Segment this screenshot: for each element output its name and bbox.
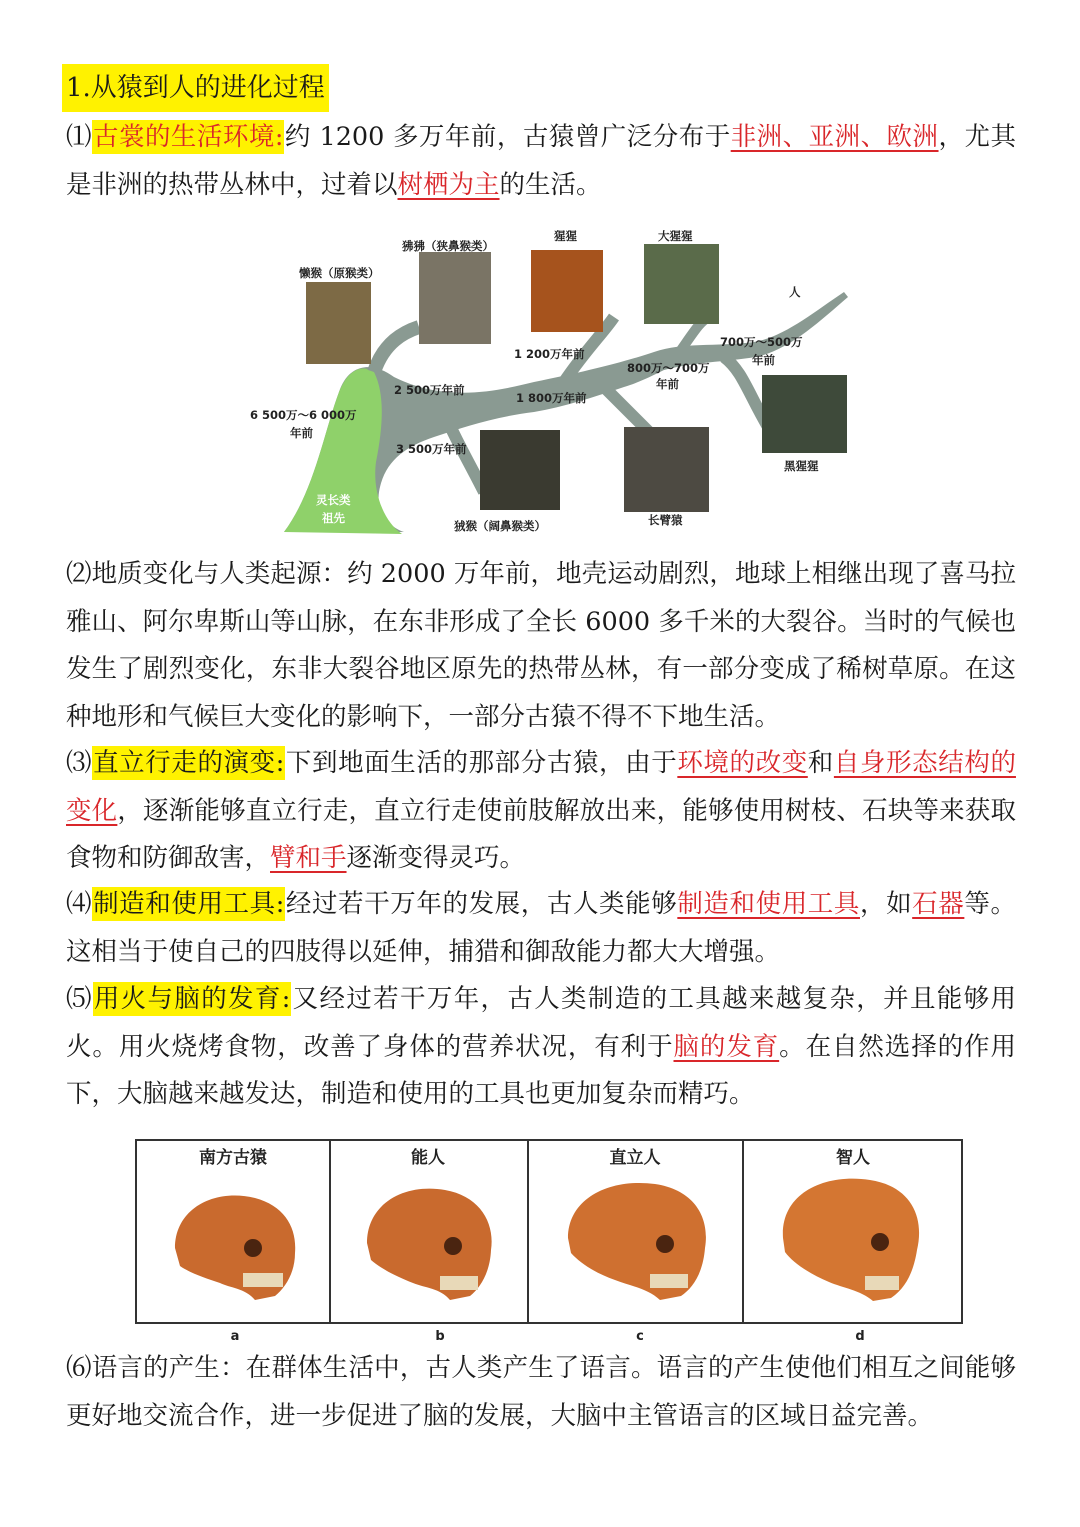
item-number: ⑵ bbox=[66, 559, 92, 589]
highlight-heading: 直立行走的演变: bbox=[93, 748, 285, 778]
orangutan-label: 猩猩 bbox=[554, 229, 577, 243]
time-label: 800万～700万 bbox=[627, 361, 710, 375]
key-term: 石器 bbox=[912, 889, 965, 919]
human-label: 人 bbox=[789, 285, 801, 299]
time-label: 年前 bbox=[290, 426, 313, 440]
time-label: 1 800万年前 bbox=[516, 391, 587, 405]
key-term: 环境的改变 bbox=[677, 748, 808, 778]
text: ，尤其是非洲的热带丛林中，过着以 bbox=[66, 122, 1016, 200]
paragraph-habitat bbox=[66, 114, 1016, 209]
baboon-photo bbox=[419, 252, 491, 344]
time-label: 700万～500万 bbox=[720, 335, 803, 349]
text: 。在自然选择的作用下，大脑越来越发达，制造和使用的工具也更加复杂而精巧。 bbox=[66, 1031, 1016, 1109]
time-label: 年前 bbox=[656, 377, 679, 391]
text: 经过若干万年的发展，古人类能够 bbox=[285, 889, 678, 919]
text: 和 bbox=[807, 748, 834, 778]
primate-evolution-tree bbox=[244, 222, 864, 542]
text: ，如 bbox=[859, 889, 913, 919]
ancestor-label: 祖先 bbox=[322, 511, 345, 525]
key-term: 非洲、亚洲、欧洲 bbox=[730, 122, 939, 152]
gorilla-label: 大猩猩 bbox=[658, 229, 693, 243]
text: 又经过若干万年，古人类制造的工具越来越复杂，并且能够用火。用火烧烤食物，改善了身体的营养状况，有利于 bbox=[66, 984, 1016, 1062]
item-number: ⑷ bbox=[66, 889, 93, 919]
marmoset-photo bbox=[480, 430, 560, 510]
text: ，逐渐能够直立行走，直立行走使前肢解放出来，能够使用树枝、石块等来获取食物和防御敌害， bbox=[66, 795, 1016, 873]
highlight-heading: 古裳的生活环境: bbox=[92, 122, 284, 152]
key-term: 脑的发育 bbox=[673, 1031, 780, 1062]
section-title: 1.从猿到人的进化过程 bbox=[62, 64, 329, 112]
text: 语言的产生：在群体生活中，古人类产生了语言。语言的产生使他们相互之间能够更好地交流合作，进一步促进了脑的发展，大脑中主管语言的区域日益完善。 bbox=[66, 1353, 1016, 1431]
loris-label: 懒猴（原猴类） bbox=[299, 266, 380, 280]
key-term: 制造和使用工具 bbox=[677, 889, 860, 919]
paragraph-fire-brain bbox=[66, 976, 1016, 1119]
gorilla-photo bbox=[644, 244, 719, 324]
item-number: ⑴ bbox=[66, 122, 92, 152]
loris-photo bbox=[306, 282, 371, 364]
time-label: 2 500万年前 bbox=[394, 383, 465, 397]
highlight-heading: 制造和使用工具: bbox=[93, 889, 285, 919]
paragraph-language bbox=[66, 1345, 1016, 1440]
marmoset-label: 狨猴（阔鼻猴类） bbox=[454, 519, 546, 533]
skull-comparison-figure bbox=[135, 1138, 965, 1348]
time-label: 1 200万年前 bbox=[514, 347, 585, 361]
text: 的生活。 bbox=[499, 169, 602, 200]
skull-letter-a: a bbox=[230, 1329, 240, 1344]
skull-letter-d: d bbox=[855, 1329, 865, 1344]
orangutan-photo bbox=[531, 250, 603, 332]
key-term: 自身形态结构的变化 bbox=[66, 748, 1016, 826]
paragraph-tools bbox=[66, 881, 1016, 976]
skull-letter-b: b bbox=[435, 1329, 445, 1344]
paragraph-bipedalism bbox=[66, 740, 1016, 883]
item-number: ⑹ bbox=[66, 1353, 92, 1383]
key-term: 树栖为主 bbox=[397, 169, 500, 200]
baboon-label: 狒狒（狭鼻猴类） bbox=[402, 239, 494, 253]
chimpanzee-photo bbox=[762, 375, 847, 453]
text: 地质变化与人类起源：约 2000 万年前，地壳运动剧烈，地球上相继出现了喜马拉雅山、阿尔卑斯山等山脉，在东非形成了全长 6000 多千米的大裂谷。当时的气候也发生了剧烈变化，东非大裂谷地区原先的热带丛林，有一部分变成了稀树草原。在这种地形和气候巨大变化的影响下，一部分古猿不得不下地生活。 bbox=[66, 559, 1016, 732]
skull-label-a: 南方古猿 bbox=[199, 1148, 267, 1168]
key-term: 臂和手 bbox=[270, 843, 347, 873]
time-label: 6 500万～6 000万 bbox=[250, 408, 357, 422]
gibbon-photo bbox=[624, 427, 709, 512]
text: 下到地面生活的那部分古猿，由于 bbox=[285, 748, 678, 778]
time-label: 3 500万年前 bbox=[396, 442, 467, 456]
ancestor-label: 灵长类 bbox=[316, 493, 351, 507]
item-number: ⑶ bbox=[66, 748, 93, 778]
item-number: ⑸ bbox=[66, 984, 93, 1014]
text: 等。这相当于使自己的四肢得以延伸，捕猎和御敌能力都大大增强。 bbox=[66, 889, 1016, 967]
paragraph-geology bbox=[66, 551, 1016, 741]
highlight-heading: 用火与脑的发育: bbox=[93, 984, 291, 1014]
text: 约 1200 多万年前，古猿曾广泛分布于 bbox=[284, 122, 731, 152]
chimpanzee-label: 黑猩猩 bbox=[784, 459, 819, 473]
skull-letter-c: c bbox=[636, 1329, 644, 1344]
skull-label-b: 能人 bbox=[411, 1148, 445, 1168]
text: 逐渐变得灵巧。 bbox=[346, 843, 526, 873]
gibbon-label: 长臂猿 bbox=[648, 513, 683, 527]
time-label: 年前 bbox=[752, 353, 775, 367]
skull-label-d: 智人 bbox=[836, 1148, 870, 1168]
skull-label-c: 直立人 bbox=[609, 1148, 661, 1168]
